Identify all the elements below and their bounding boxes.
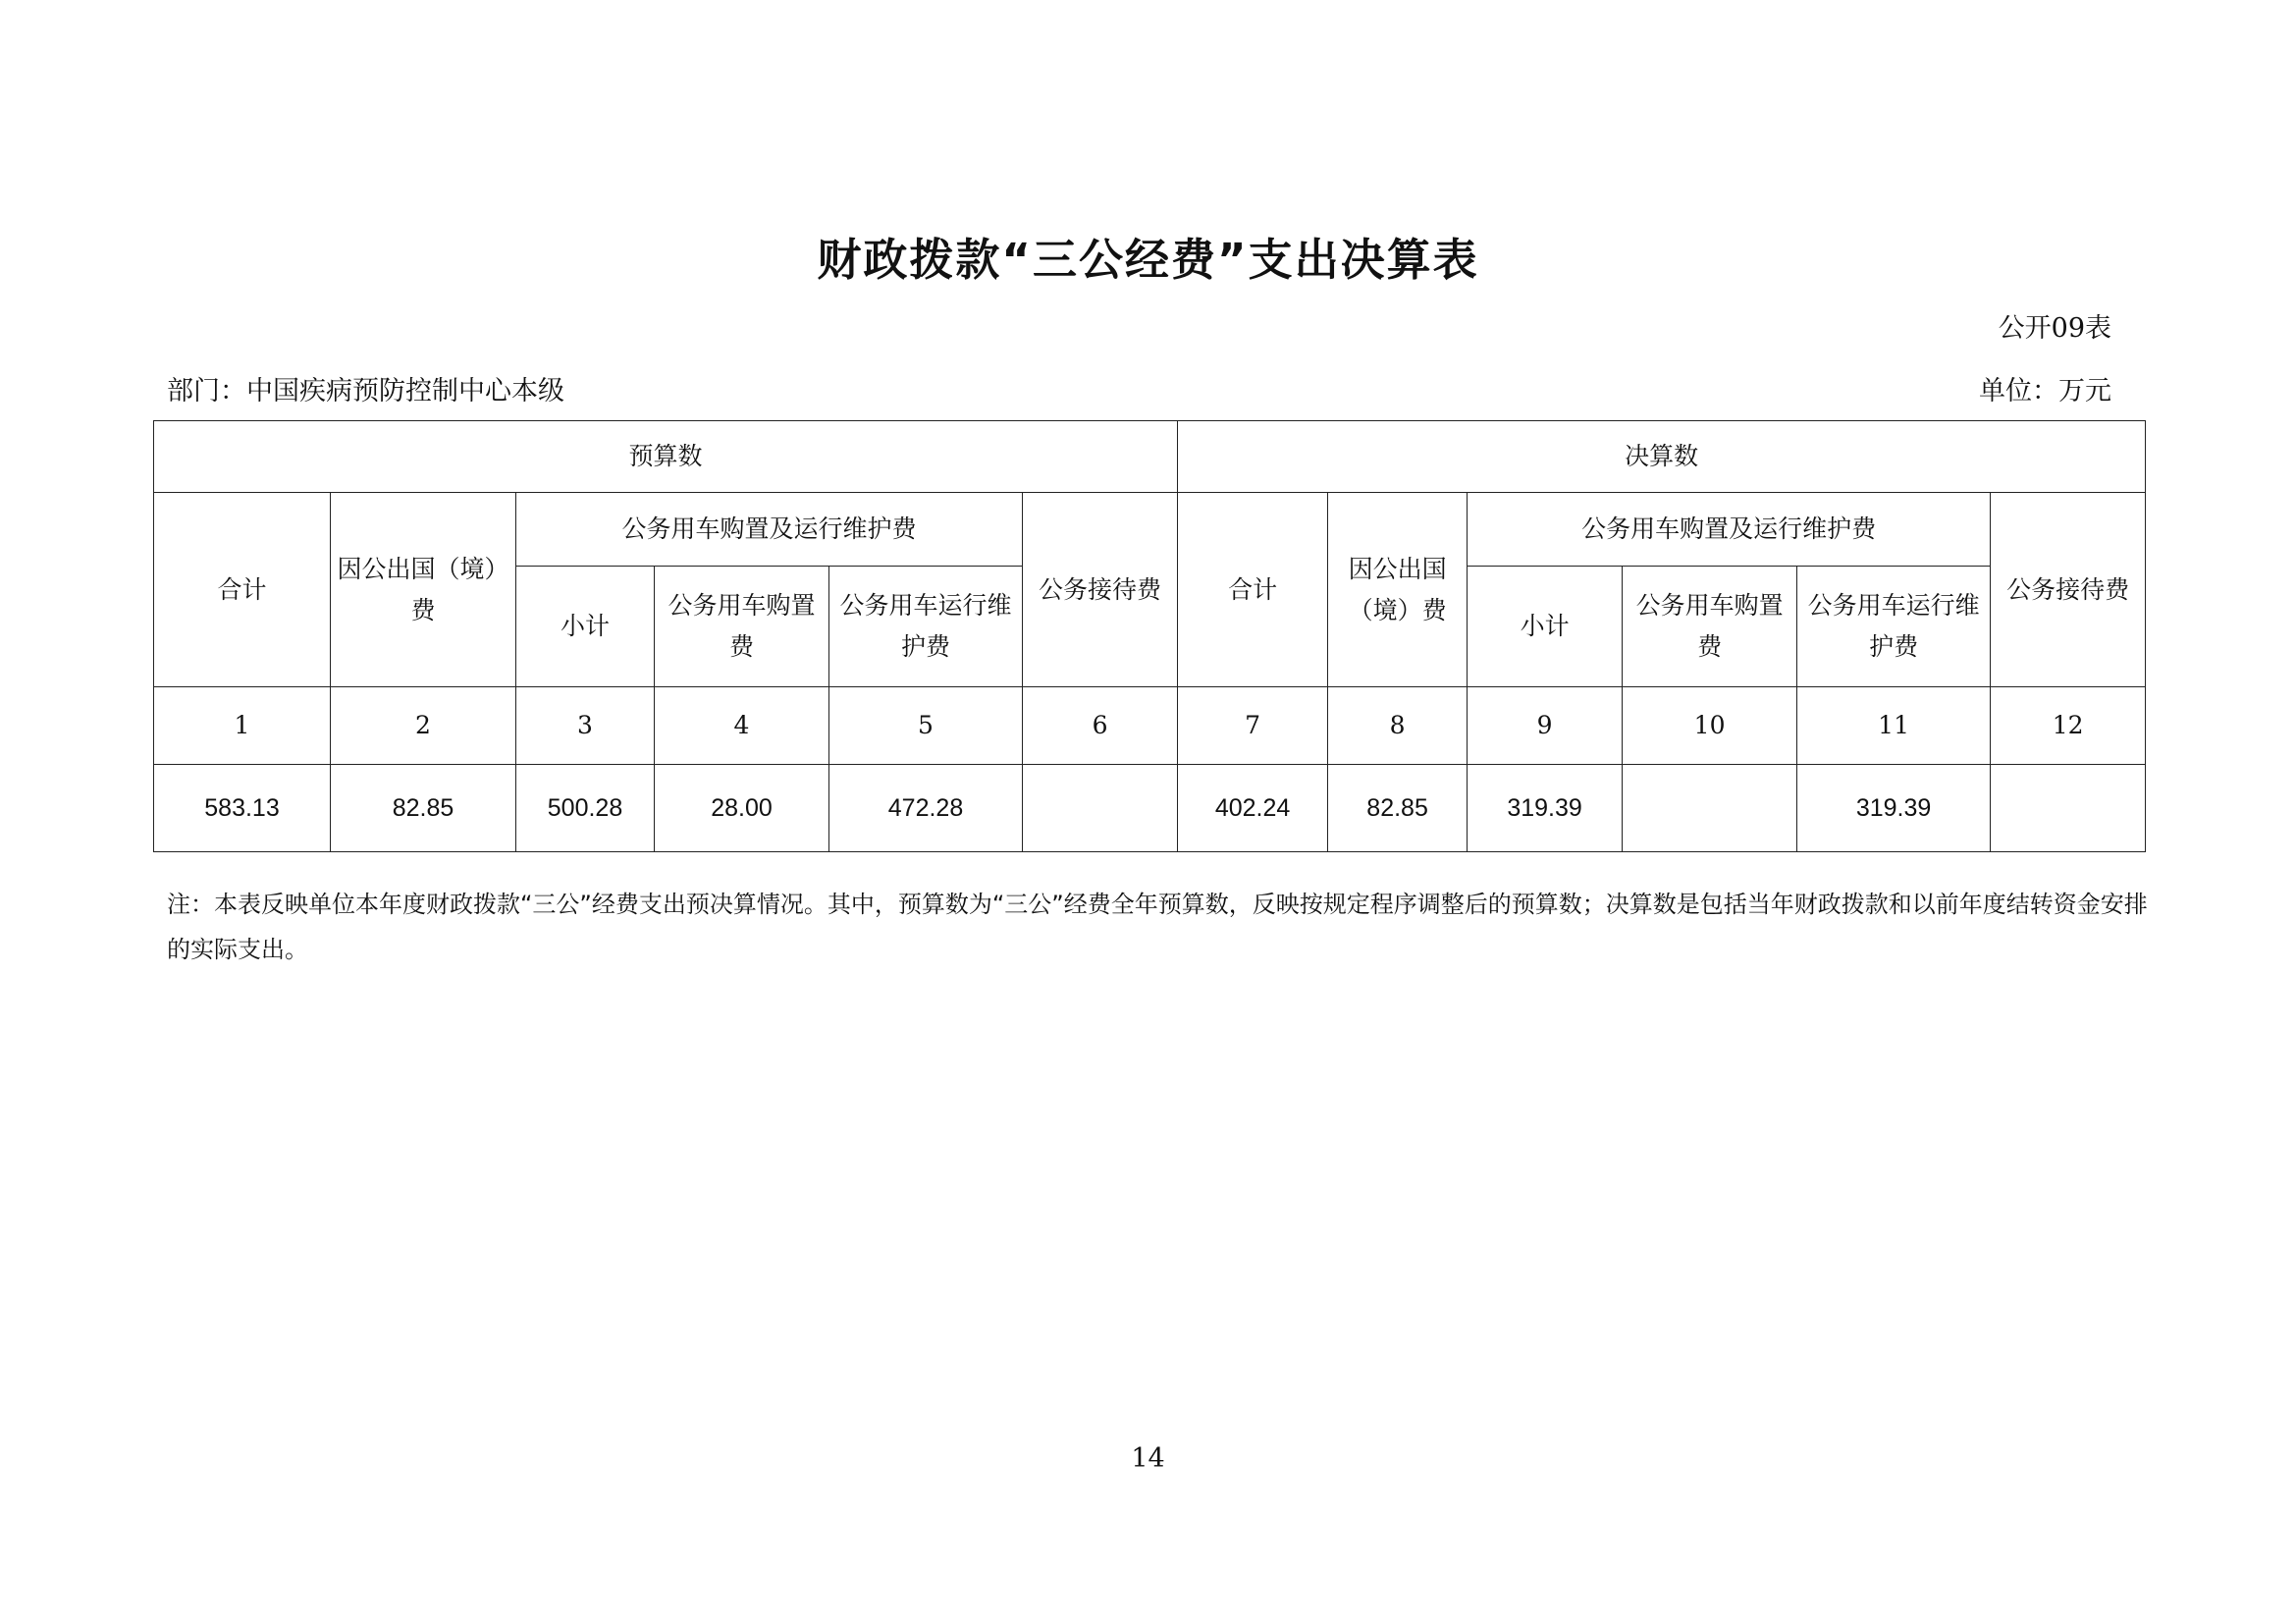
actual-abroad-value: 82.85 xyxy=(1328,765,1468,852)
budget-total-value: 583.13 xyxy=(154,765,331,852)
index-cell: 12 xyxy=(1991,687,2146,765)
budget-operation-header: 公务用车运行维护费 xyxy=(829,567,1023,687)
budget-purchase-header: 公务用车购置费 xyxy=(655,567,829,687)
department-label: 部门：中国疾病预防控制中心本级 xyxy=(167,376,564,406)
index-row xyxy=(154,687,2146,765)
index-cell: 2 xyxy=(331,687,516,765)
actual-subtotal-header: 小计 xyxy=(1468,567,1623,687)
actual-vehicle-header: 公务用车购置及运行维护费 xyxy=(1468,493,1991,567)
budget-header: 预算数 xyxy=(154,421,1178,493)
data-row xyxy=(154,765,2146,852)
index-cell: 6 xyxy=(1023,687,1178,765)
actual-total-value: 402.24 xyxy=(1178,765,1328,852)
unit-label: 单位：万元 xyxy=(1979,376,2111,406)
actual-operation-header: 公务用车运行维护费 xyxy=(1797,567,1991,687)
expenditure-table xyxy=(153,420,2146,852)
actual-abroad-header: 因公出国（境）费 xyxy=(1328,493,1468,687)
actual-operation-value: 319.39 xyxy=(1797,765,1991,852)
budget-vehicle-header: 公务用车购置及运行维护费 xyxy=(516,493,1023,567)
index-cell: 11 xyxy=(1797,687,1991,765)
page-number: 14 xyxy=(1131,1443,1165,1474)
actual-purchase-value xyxy=(1623,765,1797,852)
index-cell: 7 xyxy=(1178,687,1328,765)
budget-subtotal-value: 500.28 xyxy=(516,765,655,852)
actual-total-header: 合计 xyxy=(1178,493,1328,687)
index-cell: 9 xyxy=(1468,687,1623,765)
budget-abroad-value: 82.85 xyxy=(331,765,516,852)
page-title: 财政拨款“三公经费”支出决算表 xyxy=(817,234,1479,286)
index-cell: 3 xyxy=(516,687,655,765)
budget-operation-value: 472.28 xyxy=(829,765,1023,852)
budget-subtotal-header: 小计 xyxy=(516,567,655,687)
index-cell: 5 xyxy=(829,687,1023,765)
budget-reception-header: 公务接待费 xyxy=(1023,493,1178,687)
actual-purchase-header: 公务用车购置费 xyxy=(1623,567,1797,687)
index-cell: 1 xyxy=(154,687,331,765)
table-note: 注：本表反映单位本年度财政拨款“三公”经费支出预决算情况。其中，预算数为“三公”经费全年预算数，反映按规定程序调整后的预算数；决算数是包括当年财政拨款和以前年度结转资金安排的实际支出。 xyxy=(167,891,2148,963)
budget-reception-value xyxy=(1023,765,1178,852)
actual-reception-value xyxy=(1991,765,2146,852)
form-number: 公开09表 xyxy=(1998,313,2111,344)
budget-abroad-header: 因公出国（境）费 xyxy=(331,493,516,687)
actual-header: 决算数 xyxy=(1178,421,2146,493)
index-cell: 4 xyxy=(655,687,829,765)
actual-subtotal-value: 319.39 xyxy=(1468,765,1623,852)
actual-reception-header: 公务接待费 xyxy=(1991,493,2146,687)
index-cell: 8 xyxy=(1328,687,1468,765)
budget-purchase-value: 28.00 xyxy=(655,765,829,852)
index-cell: 10 xyxy=(1623,687,1797,765)
budget-total-header: 合计 xyxy=(154,493,331,687)
